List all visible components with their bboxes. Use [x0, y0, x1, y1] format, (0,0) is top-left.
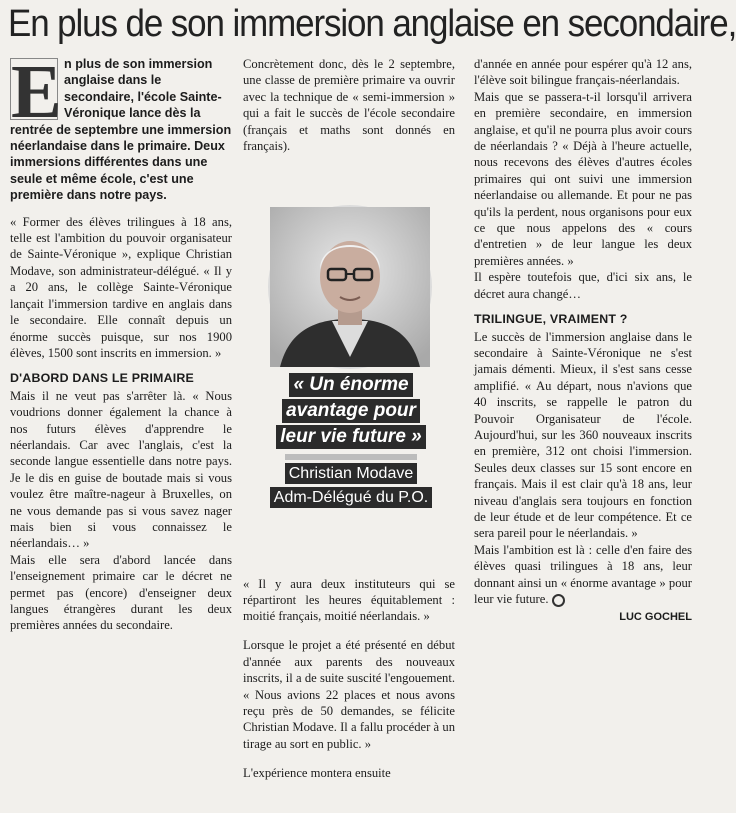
quote-line-1: « Un énorme	[289, 373, 412, 397]
column-3	[474, 56, 692, 626]
column-2-lower	[243, 563, 455, 794]
quote-divider	[285, 454, 417, 460]
col2-paragraph-1: Concrètement donc, dès le 2 septembre, une classe de première primaire va ouvrir avec la technique de « semi-immersion » qui a fait le succès de l'école secondaire (français et maths sont donnés en français).	[243, 57, 455, 154]
col3-paragraph-5-text: Mais l'ambition est là : celle d'en faire des élèves quasi trilingues à 18 ans, leur donnant ainsi un « énorme avantage » pour leur vie future.	[474, 542, 692, 606]
end-of-article-icon	[552, 594, 565, 607]
col3-paragraph-1: d'année en année pour espérer qu'à 12 ans, l'élève soit bilingue français-néerlandais.	[474, 57, 692, 88]
pull-quote	[256, 372, 446, 508]
column-1	[10, 50, 232, 634]
lead-text: n plus de son immersion anglaise dans le secondaire, l'école Sainte-Véronique lance dès la rentrée de septembre une immersion néerlandaise dans le primaire. Deux immersions différentes dans une seule et même école, c'est une première dans notre pays.	[10, 57, 232, 203]
col3-paragraph-4: Le succès de l'immersion anglaise dans le secondaire à Sainte-Véronique ne s'est jamais démenti. Mieux, il s'est sans cesse amplifié. « Au départ, nous n'avions que 40 inscrits, se rappelle le patron du Pouvoir Organisateur de l'école. Aujourd'hui, sur les 360 nouveaux inscrits en première, 312 ont choisi l'immersion. Seules deux classes sur 15 sont encore en français. Mais il est clair qu'à 18 ans, leur niveau d'anglais sera toujours en fonction de leur étude et de leur compétence. Et ce sera pareil pour le néerlandais. »	[474, 329, 692, 541]
col1-paragraph-2: Mais il ne veut pas s'arrêter là. « Nous voudrions donner également la chance à nos futurs élèves d'apprendre le néerlandais. Car avec l'anglais, c'est la seconde langue essentielle dans notre pays. Je le dis en guise de boutade mais si vous voulez être maître-nageur à Bruxelles, on ne vous demande pas si vous savez nager mais bien si vous connaissez le néerlandais… »	[10, 388, 232, 551]
subhead-trilingue: TRILINGUE, VRAIMENT ?	[474, 312, 628, 327]
col3-paragraph-5	[474, 542, 692, 608]
col2-paragraph-2: « Il y aura deux instituteurs qui se répartiront les heures équitablement : moitié français, moitié néerlandais. »	[243, 576, 455, 624]
quote-signature-name: Christian Modave	[285, 463, 418, 484]
col2-paragraph-4: L'expérience montera ensuite	[243, 765, 391, 780]
col1-paragraph-1: « Former des élèves trilingues à 18 ans, telle est l'ambition du pouvoir organisateur de Sainte-Véronique », explique Christian Modave, son administrateur-délégué. « Il y a 20 ans, le collège Sainte-Véronique lançait l'immersion tardive en anglais dans le secondaire. Elle connaît depuis un énorme succès puisque, sur nos 1900 élèves, 1500 sont inscrits en immersion. »	[10, 214, 232, 360]
quote-line-3: leur vie future »	[276, 425, 426, 449]
quote-signature-role: Adm-Délégué du P.O.	[270, 487, 432, 508]
lead-paragraph	[10, 50, 232, 204]
col3-paragraph-2: Mais que se passera-t-il lorsqu'il arrivera en première secondaire, en immersion anglaise, et qu'il ne pourra plus avoir cours de néerlandais ? « Déjà à l'heure actuelle, nous recevons des élèves d'autres écoles primaires qui ont suivi une immersion néerlandaise ou allemande. Et pour ne pas qu'ils la perdent, nous organisons pour eux ce que nous appelons des « cours d'entretien » de leur langue les deux premières années. »	[474, 89, 692, 268]
subhead-primaire: D'ABORD DANS LE PRIMAIRE	[10, 371, 194, 386]
portrait-illustration	[270, 207, 430, 367]
drop-cap: E	[11, 50, 62, 134]
portrait-photo	[268, 205, 432, 369]
col2-paragraph-3: Lorsque le projet a été présenté en début d'année aux parents des nouveaux inscrits, il a de suite suscité l'engouement. « Nous avions 22 places et nous avons reçu près de 50 demandes, se félicite Christian Modave. Il a fallu procéder à un tirage au sort en public. »	[243, 638, 455, 751]
byline: LUC GOCHEL	[619, 611, 692, 624]
col3-paragraph-3: Il espère toutefois que, d'ici six ans, le décret aura changé…	[474, 270, 692, 301]
quote-line-2: avantage pour	[282, 399, 420, 423]
headline: En plus de son immersion anglaise en secondaire,	[8, 3, 736, 45]
column-2	[243, 56, 455, 154]
col1-paragraph-3: Mais elle sera d'abord lancée dans l'enseignement primaire car le décret ne permet pas (encore) d'enseigner deux langues étrangères durant les deux premières années du secondaire.	[10, 552, 232, 633]
